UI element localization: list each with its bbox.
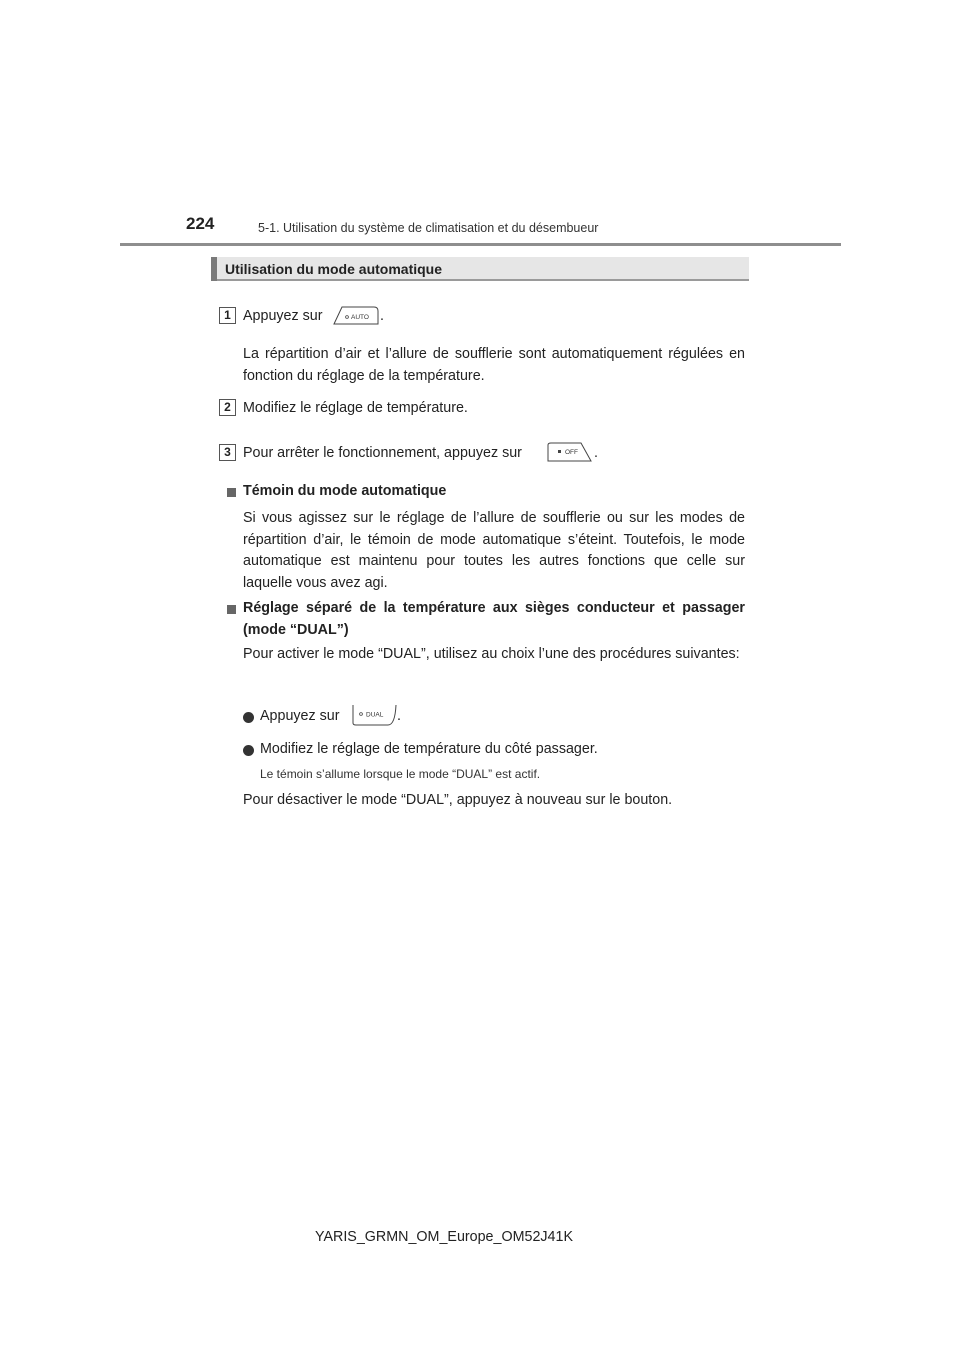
note-1-heading: Témoin du mode automatique xyxy=(243,483,447,499)
step-2-text: Modifiez le réglage de température. xyxy=(243,400,468,416)
section-title: Utilisation du mode automatique xyxy=(225,261,443,277)
dual-indicator-note: Le témoin s’allume lorsque le mode “DUAL” est actif. xyxy=(260,767,541,781)
note-2-heading: Réglage séparé de la température aux sièges conducteur et passager (mode “DUAL”) xyxy=(243,600,745,638)
step-1-text-before: Appuyez sur xyxy=(243,308,323,324)
dual-bullet-text-after: . xyxy=(397,708,401,724)
round-bullet-icon xyxy=(243,712,254,723)
document-code: YARIS_GRMN_OM_Europe_OM52J41K xyxy=(315,1229,573,1245)
step-number-3: 3 xyxy=(219,444,236,461)
square-bullet-icon xyxy=(227,605,236,614)
auto-button-icon xyxy=(330,304,382,326)
dual-button-label: DUAL xyxy=(366,711,384,719)
note-1-body: Si vous agissez sur le réglage de l’allure de soufflerie ou sur les modes de répartition d’air, le témoin de mode automatique s’éteint. Toutefois, le mode automatique est maintenu pour toutes les autres fonctions que celle sur laquelle vous avez agi. xyxy=(243,510,745,591)
step-1-detail: La répartition d’air et l’allure de soufflerie sont automatiquement régulées en fonction du réglage de la température. xyxy=(243,346,745,384)
step-1-text xyxy=(243,306,322,328)
step-number-1: 1 xyxy=(219,307,236,324)
passenger-bullet-text: Modifiez le réglage de température du côté passager. xyxy=(260,741,598,757)
square-bullet-icon xyxy=(227,488,236,497)
section-heading-accent xyxy=(211,257,217,281)
off-button-icon xyxy=(545,441,595,463)
chapter-title: 5-1. Utilisation du système de climatisation et du désembueur xyxy=(258,221,599,235)
note-2-body: Pour activer le mode “DUAL”, utilisez au choix l’une des procédures suivantes: xyxy=(243,646,740,662)
step-1-text-after: . xyxy=(380,308,384,324)
dual-closing-text: Pour désactiver le mode “DUAL”, appuyez à nouveau sur le bouton. xyxy=(243,792,673,808)
page-number: 224 xyxy=(186,214,215,233)
dual-bullet-text-before: Appuyez sur xyxy=(260,708,340,724)
step-3-text-before: Pour arrêter le fonctionnement, appuyez sur xyxy=(243,445,522,461)
auto-button-label: AUTO xyxy=(351,314,369,321)
header-divider xyxy=(120,243,841,246)
step-number-2: 2 xyxy=(219,399,236,416)
round-bullet-icon xyxy=(243,745,254,756)
step-3-text-after: . xyxy=(594,445,598,461)
dual-button-icon xyxy=(350,703,398,727)
off-button-label: OFF xyxy=(565,449,578,456)
